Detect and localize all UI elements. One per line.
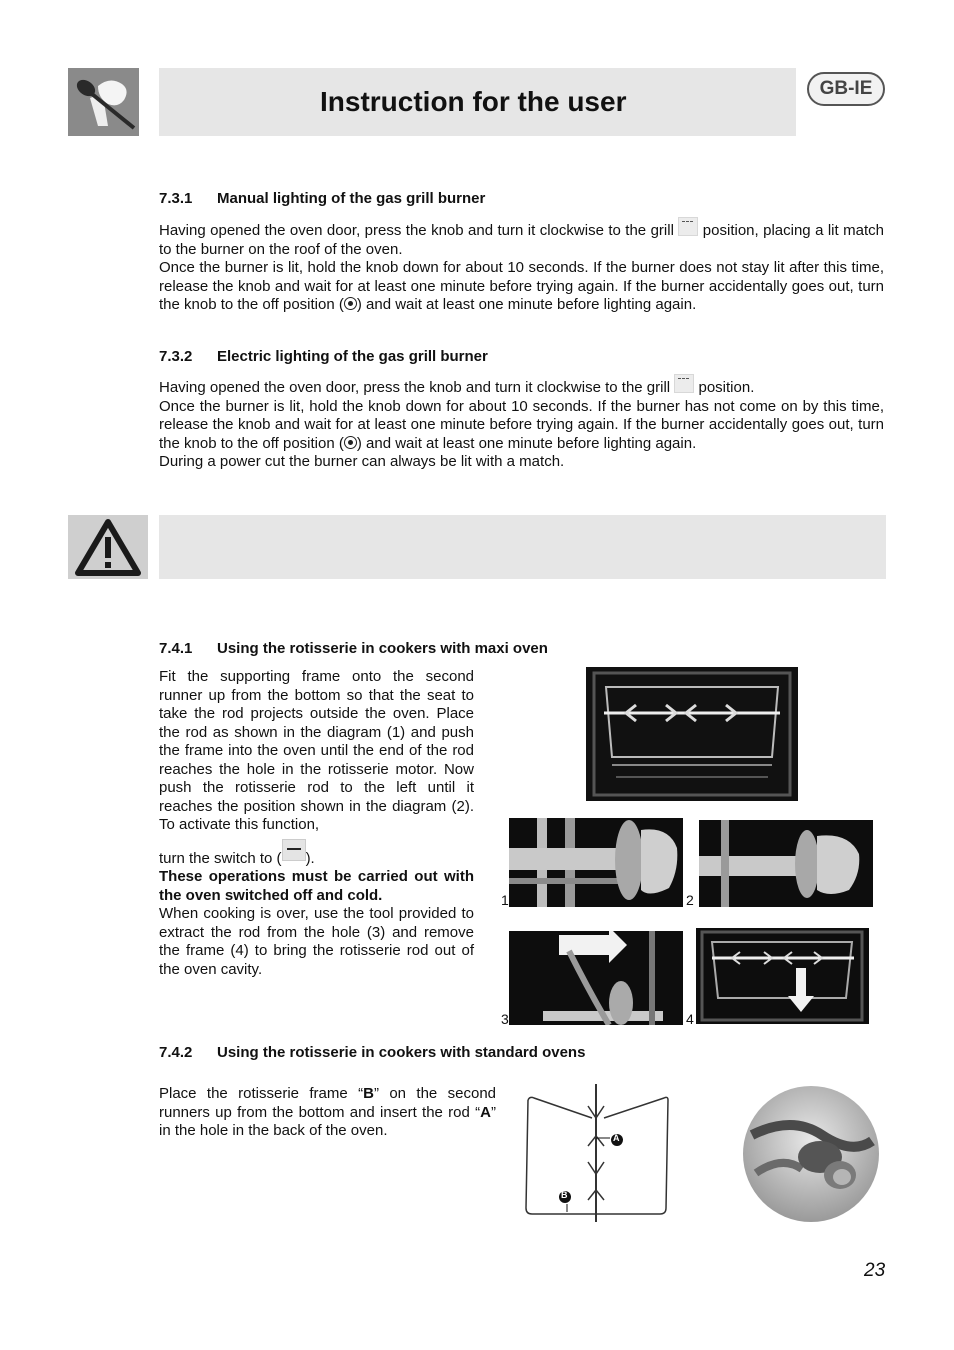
section-title: Electric lighting of the gas grill burner [217,348,488,365]
warning-paragraph: These operations must be carried out with the oven switched off and cold. [159,868,474,904]
paragraph [159,259,884,315]
section-number: 7.4.2 [159,1044,193,1061]
rotisserie-switch-icon [282,839,306,861]
page-title: Instruction for the user [320,86,627,117]
frame-diagram-illustration [518,1082,674,1224]
extract-rod-illustration [509,931,683,1025]
section-7-4-1-body [159,668,474,979]
rod-closeup-photo [742,1085,880,1223]
warning-triangle-icon [68,515,148,579]
figure-label-1: 1 [501,892,509,908]
oven-rotisserie-photo [586,667,798,801]
paragraph [159,398,884,454]
rod-letter: A [480,1103,491,1121]
section-heading-7-4-1 [159,640,886,657]
paragraph: During a power cut the burner can always be lit with a match. [159,453,565,470]
grill-icon [674,374,694,393]
paragraph-text: turn the switch to ( [159,849,282,867]
figure-4-photo [696,928,869,1024]
paragraph-text: Having opened the oven door, press the knob and turn it clockwise to the grill [159,379,671,396]
paragraph-text: ” on the second runners up from the bottom and insert the rod “ [159,1085,497,1121]
paragraph: When cooking is over, use the tool provided to extract the rod from the hole (3) and remove the frame (4) to bring the rotisserie rod out of the oven cavity. [159,905,474,978]
figure-1-photo [509,818,683,907]
section-number: 7.3.2 [159,348,193,365]
chef-logo [68,68,139,136]
paragraph-text: ) and wait at least one minute before lighting again. [356,296,697,313]
figure-label-2: 2 [686,892,694,908]
figure-3-photo [509,931,683,1025]
paragraph-text: position. [698,379,755,396]
paragraph-text: position, placing a lit match to the burner on the roof of the oven. [159,222,884,258]
label-a-marker: A [613,1133,620,1143]
label-b-marker: B [561,1190,568,1200]
paragraph: Fit the supporting frame onto the second runner up from the bottom so that the seat to take the rod projects outside the oven. Place the rod as shown in the diagram (1) and push the frame into the oven until the end of the rod reaches the hole in the rotisserie motor. Now push the rotisserie rod to the left until it reaches the position shown in the diagram (2). To activate this function, [159,668,474,833]
paragraph-text: ” in the hole in the back of the oven. [159,1103,496,1139]
paragraph-text: ). [305,849,315,867]
section-title: Using the rotisserie in cookers with standard ovens [217,1044,586,1061]
chef-spoon-icon [68,68,139,136]
section-number: 7.3.1 [159,190,193,207]
figure-label-3: 3 [501,1011,509,1027]
section-title: Manual lighting of the gas grill burner [217,190,486,207]
language-badge: GB-IE [807,72,885,106]
figure-2-photo [699,820,873,907]
section-heading-7-3-1 [159,190,886,207]
paragraph-text: ) and wait at least one minute before lighting again. [356,434,697,452]
off-position-icon [344,297,357,310]
paragraph-text: Once the burner is lit, hold the knob down for about 10 seconds. If the burner does not stay lit after this time, release the knob and wait for at least one minute before trying again. If the burner accidentally goes out, turn the knob to the off position ( [159,259,884,313]
section-heading-7-4-2 [159,1044,886,1061]
rotisserie-frame-diagram [518,1082,674,1224]
frame-letter: B [363,1085,374,1102]
remove-frame-illustration [696,928,869,1024]
paragraph-text: Once the burner is lit, hold the knob down for about 10 seconds. If the burner has not come on by this time, release the knob and wait for at least one minute before trying again. If the burner accidentally goes out, turn the knob to the off position ( [159,397,884,452]
paragraph-text: Place the rotisserie frame “ [159,1085,364,1102]
section-heading-7-3-2 [159,348,886,365]
section-7-3-1-body [159,217,884,315]
rod-pushed-illustration [699,820,873,907]
oven-illustration [586,667,798,801]
rod-seat-illustration [509,818,683,907]
off-position-icon [344,436,357,449]
section-title: Using the rotisserie in cookers with maxi oven [217,640,548,657]
figure-label-4: 4 [686,1011,694,1027]
section-7-4-2-body [159,1085,496,1141]
section-7-3-2-body [159,374,884,472]
warning-box [68,515,148,579]
page-number: 23 [864,1260,886,1281]
rod-closeup-illustration [742,1085,880,1223]
grill-icon [678,217,698,236]
paragraph [159,839,474,869]
paragraph [159,217,884,259]
warning-bar [159,515,886,579]
section-number: 7.4.1 [159,640,193,657]
paragraph [159,374,884,398]
paragraph-text: Having opened the oven door, press the knob and turn it clockwise to the grill [159,222,674,239]
